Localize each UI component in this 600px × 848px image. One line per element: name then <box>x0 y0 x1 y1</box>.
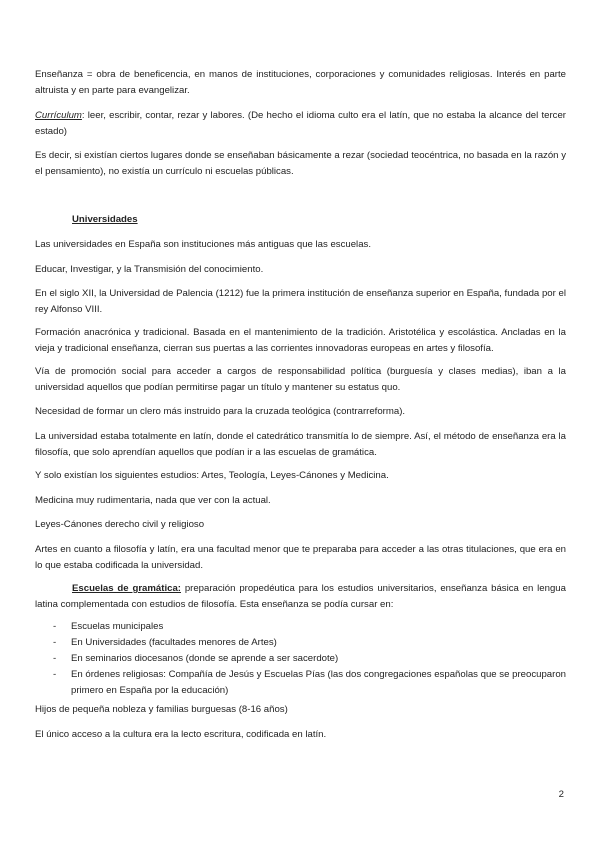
paragraph-universidades-8: Y solo existían los siguientes estudios: Artes, Teología, Leyes-Cánones y Medicina. <box>35 470 389 481</box>
dash-marker: - <box>53 653 57 664</box>
gramatica-list <box>35 619 566 699</box>
paragraph-universidades-5: Vía de promoción social para acceder a cargos de responsabilidad política (burguesía y clases medias), iban a la universidad aquellos que podían permitirse pagar un título y mantener su estatus quo. <box>35 366 566 393</box>
paragraph-acceso-cultura: El único acceso a la cultura era la lecto escritura, codificada en latín. <box>35 729 327 740</box>
list-item <box>35 667 566 699</box>
dash-marker: - <box>53 621 57 632</box>
list-item <box>35 635 566 651</box>
dash-marker: - <box>53 669 57 680</box>
section-heading-universidades: Universidades <box>72 214 138 225</box>
paragraph-universidades-11: Artes en cuanto a filosofía y latín, era una facultad menor que te preparaba para acceder a las otras titulaciones, que era en lo que estaba codificada la universidad. <box>35 544 566 571</box>
paragraph-universidades-2: Educar, Investigar, y la Transmisión del conocimiento. <box>35 264 264 275</box>
paragraph-ensenanza: Enseñanza = obra de beneficencia, en manos de instituciones, corporaciones y comunidades religiosas. Interés en parte altruista y en parte para evangelizar. <box>35 69 566 96</box>
paragraph-escuelas-gramatica <box>35 581 566 613</box>
paragraph-universidades-4: Formación anacrónica y tradicional. Basada en el mantenimiento de la tradición. Aristotélica y escolástica. Ancladas en la vieja y tradicional enseñanza, cierran sus puertas a las corrientes innovadoras europeas en artes y filosofía. <box>35 327 566 354</box>
page-number: 2 <box>558 789 564 800</box>
list-item-text: Escuelas municipales <box>71 621 164 632</box>
dash-marker: - <box>53 637 57 648</box>
paragraph-universidades-3: En el siglo XII, la Universidad de Palencia (1212) fue la primera institución de enseñanza superior en España, fundada por el rey Alfonso VIII. <box>35 288 566 315</box>
list-item-text: En seminarios diocesanos (donde se aprende a ser sacerdote) <box>71 653 339 664</box>
paragraph-hijos: Hijos de pequeña nobleza y familias burguesas (8-16 años) <box>35 704 288 715</box>
curriculum-label: Currículum <box>35 110 82 121</box>
paragraph-universidades-6: Necesidad de formar un clero más instruido para la cruzada teológica (contrarreforma). <box>35 406 406 417</box>
paragraph-universidades-10: Leyes-Cánones derecho civil y religioso <box>35 519 205 530</box>
list-item-text: En órdenes religiosas: Compañía de Jesús y Escuelas Pías (las dos congregaciones españolas que se preocuparon primero en España por la educación) <box>71 669 566 696</box>
paragraph-universidades-1: Las universidades en España son instituciones más antiguas que las escuelas. <box>35 239 371 250</box>
curriculum-text: : leer, escribir, contar, rezar y labores. (De hecho el idioma culto era el latín, que no estaba la alcance del tercer estado) <box>35 110 566 137</box>
escuelas-gramatica-text: preparación propedéutica para los estudios universitarios, enseñanza básica en lengua latina complementada con estudios de filosofía. Esta enseñanza se podía cursar en: <box>35 583 566 610</box>
paragraph-universidades-7: La universidad estaba totalmente en latín, donde el catedrático transmitía lo de siempre. Así, el método de enseñanza era la filosofía, que solo aprendían aquellos que podían ir a las escuelas de gramática. <box>35 431 566 458</box>
paragraph-universidades-9: Medicina muy rudimentaria, nada que ver con la actual. <box>35 495 271 506</box>
list-item <box>35 619 566 635</box>
paragraph-curriculum <box>35 108 566 140</box>
list-item-text: En Universidades (facultades menores de Artes) <box>71 637 277 648</box>
paragraph-es-decir: Es decir, si existían ciertos lugares donde se enseñaban básicamente a rezar (sociedad teocéntrica, no basada en la razón y el pensamiento), no existía un currículo ni escuelas públicas. <box>35 150 566 177</box>
escuelas-gramatica-label: Escuelas de gramática: <box>72 583 181 594</box>
list-item <box>35 651 566 667</box>
